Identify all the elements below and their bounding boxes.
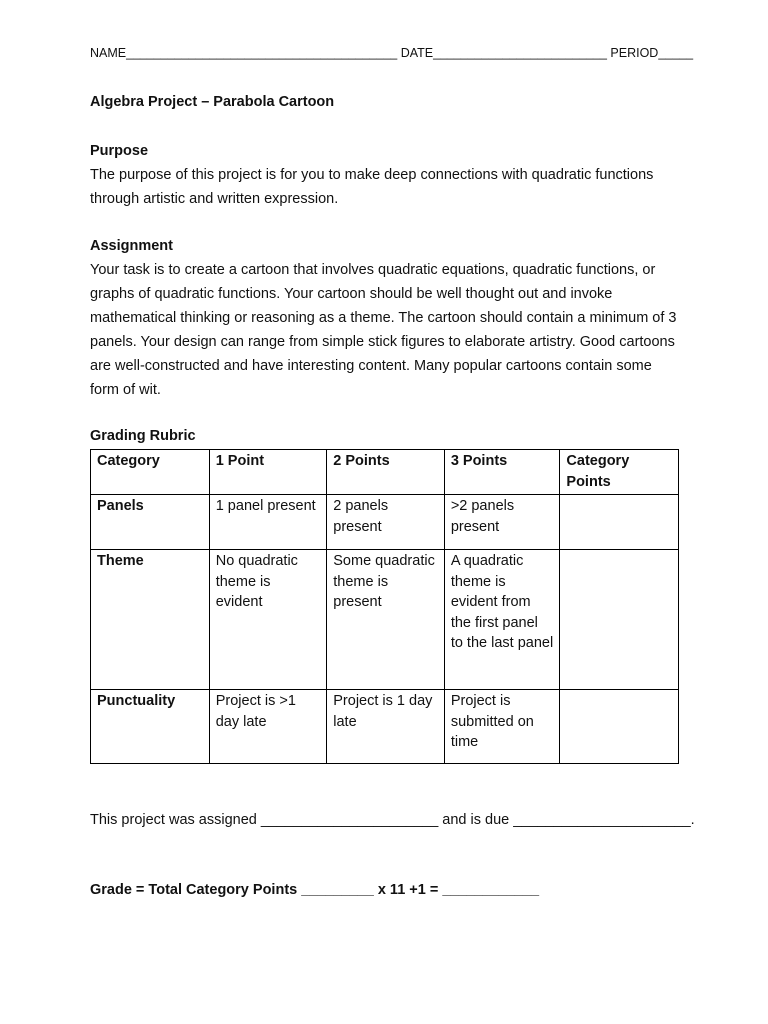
assignment-section (90, 234, 680, 402)
table-row (91, 550, 679, 690)
row-category-cell: Theme (91, 550, 210, 690)
grading-rubric-table (90, 449, 679, 764)
table-row (91, 690, 679, 764)
table-header-row (91, 450, 679, 495)
two-points-cell: Some quadratic theme is present (327, 550, 445, 690)
page-title: Algebra Project – Parabola Cartoon (90, 94, 335, 110)
three-points-cell: Project is submitted on time (444, 690, 560, 764)
column-header-1-point: 1 Point (209, 450, 327, 495)
grade-formula-line: Grade = Total Category Points _________ x 11 +1 = ____________ (90, 882, 540, 898)
purpose-section (90, 139, 680, 211)
assignment-text: Your task is to create a cartoon that involves quadratic equations, quadratic functions, or graphs of quadratic functions. Your cartoon should be well thought out and invoke mathematical thinking or reasoning as a theme. The cartoon should contain a minimum of 3 panels. Your design can range from simple stick figures to elaborate artistry. Good cartoons are well-constructed and have interesting content. Many popular cartoons contain some form of wit. (90, 262, 677, 398)
column-header-2-points: 2 Points (327, 450, 445, 495)
table-row (91, 495, 679, 550)
purpose-text: The purpose of this project is for you to make deep connections with quadratic functions through artistic and written expression. (90, 167, 654, 207)
assignment-heading: Assignment (90, 238, 173, 254)
column-header-category: Category (91, 450, 210, 495)
category-points-cell (560, 550, 679, 690)
column-header-category-points: Category Points (560, 450, 679, 495)
row-category-cell: Panels (91, 495, 210, 550)
two-points-cell: Project is 1 day late (327, 690, 445, 764)
category-points-cell (560, 495, 679, 550)
assigned-due-line: This project was assigned ______________________ and is due ______________________. (90, 812, 695, 828)
category-points-cell (560, 690, 679, 764)
rubric-heading: Grading Rubric (90, 428, 196, 444)
one-point-cell: Project is >1 day late (209, 690, 327, 764)
three-points-cell: >2 panels present (444, 495, 560, 550)
purpose-heading: Purpose (90, 143, 149, 159)
one-point-cell: 1 panel present (209, 495, 327, 550)
row-category-cell: Punctuality (91, 690, 210, 764)
one-point-cell: No quadratic theme is evident (209, 550, 327, 690)
column-header-3-points: 3 Points (444, 450, 560, 495)
three-points-cell: A quadratic theme is evident from the first panel to the last panel (444, 550, 560, 690)
name-date-period-line: NAME_______________________________________ DATE_________________________ PERIOD_____ (90, 46, 694, 60)
two-points-cell: 2 panels present (327, 495, 445, 550)
